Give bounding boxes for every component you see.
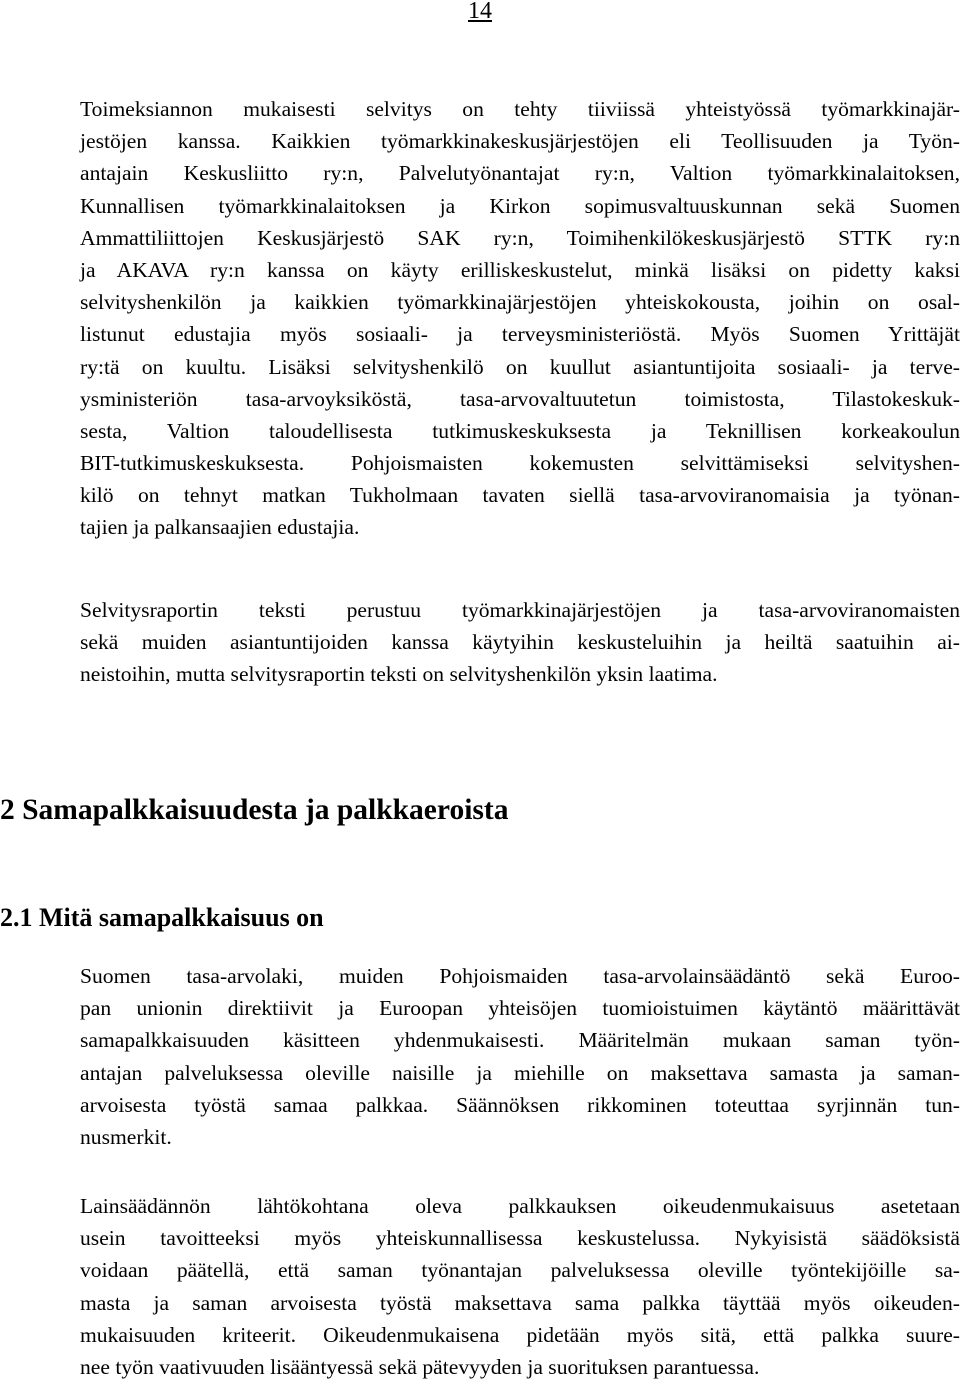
text-line: mukaisuuden kriteerit. Oikeudenmukaisena pidetään myös sitä, että palkka suure- [80,1322,960,1347]
text-line: usein tavoitteeksi myös yhteiskunnallisessa keskustelussa. Nykyisistä säädöksistä [80,1226,960,1251]
text-line: jestöjen kanssa. Kaikkien työmarkkinakeskusjärjestöjen eli Teollisuuden ja Työn- [80,129,960,154]
paragraph-collaboration [80,93,960,544]
text-line: Kunnallisen työmarkkinalaitoksen ja Kirkon sopimusvaltuuskunnan sekä Suomen [80,193,960,218]
subsection-heading: 2.1 Mitä samapalkkaisuus on [0,903,324,932]
text-line: Selvitysraportin teksti perustuu työmarkkinajärjestöjen ja tasa-arvoviranomaisten [80,598,960,622]
section-heading: 2 Samapalkkaisuudesta ja palkkaeroista [0,794,509,826]
text-line: tajien ja palkansaajien edustajia. [80,515,360,540]
text-line: antajan palveluksessa oleville naisille ja miehille on maksettava samasta ja saman- [80,1060,960,1085]
text-line: sekä muiden asiantuntijoiden kanssa käytyihin keskusteluihin ja heiltä saatuihin ai- [80,630,960,655]
text-line: neistoihin, mutta selvitysraportin teksti on selvityshenkilön yksin laatima. [80,662,718,687]
paragraph-report-basis [80,594,960,691]
text-line: nusmerkit. [80,1124,172,1149]
text-line: antajain Keskusliitto ry:n, Palvelutyönantajat ry:n, Valtion työmarkkinalaitoksen, [80,161,960,186]
text-line: masta ja saman arvoisesta työstä maksettava sama palkka täyttää myös oikeuden- [80,1290,960,1315]
text-line: selvityshenkilön ja kaikkien työmarkkinajärjestöjen yhteiskokousta, joihin on osal- [80,290,960,315]
text-line: samapalkkaisuuden käsitteen yhdenmukaisesti. Määritelmän mukaan saman työn- [80,1028,960,1053]
text-line: sesta, Valtion taloudellisesta tutkimuskeskuksesta ja Teknillisen korkeakoulun [80,418,960,443]
page-number: 14 [468,0,492,24]
text-line: Toimeksiannon mukaisesti selvitys on tehty tiiviissä yhteistyössä työmarkkinajär- [80,97,960,121]
text-line: Suomen tasa-arvolaki, muiden Pohjoismaiden tasa-arvolainsäädäntö sekä Euroo- [80,964,960,988]
text-line: BIT-tutkimuskeskuksesta. Pohjoismaisten kokemusten selvittämiseksi selvityshen- [80,451,960,476]
text-line: voidaan päätellä, että saman työnantajan palveluksessa oleville työntekijöille sa- [80,1258,960,1283]
paragraph-equality-law [80,960,960,1153]
text-line: ja AKAVA ry:n kanssa on käyty erilliskeskustelut, minkä lisäksi on pidetty kaksi [80,257,960,282]
text-line: arvoisesta työstä samaa palkkaa. Säännöksen rikkominen toteuttaa syrjinnän tun- [80,1092,960,1117]
text-line: ysministeriön tasa-arvoyksiköstä, tasa-arvovaltuutetun toimistosta, Tilastokeskuk- [80,386,960,411]
text-line: Lainsäädännön lähtökohtana oleva palkkauksen oikeudenmukaisuus asetetaan [80,1194,960,1218]
text-line: kilö on tehnyt matkan Tukholmaan tavaten siellä tasa-arvoviranomaisia ja työnan- [80,483,960,508]
text-line: Ammattiliittojen Keskusjärjestö SAK ry:n, Toimihenkilökeskusjärjestö STTK ry:n [80,225,960,250]
text-line: nee työn vaativuuden lisääntyessä sekä pätevyyden ja suorituksen parantuessa. [80,1354,760,1379]
text-line: pan unionin direktiivit ja Euroopan yhteisöjen tuomioistuimen käytäntö määrittävät [80,996,960,1021]
text-line: ry:tä on kuultu. Lisäksi selvityshenkilö on kuullut asiantuntijoita sosiaali- ja terve- [80,354,960,379]
text-line: listunut edustajia myös sosiaali- ja terveysministeriöstä. Myös Suomen Yrittäjät [80,322,960,347]
paragraph-fairness [80,1190,960,1383]
